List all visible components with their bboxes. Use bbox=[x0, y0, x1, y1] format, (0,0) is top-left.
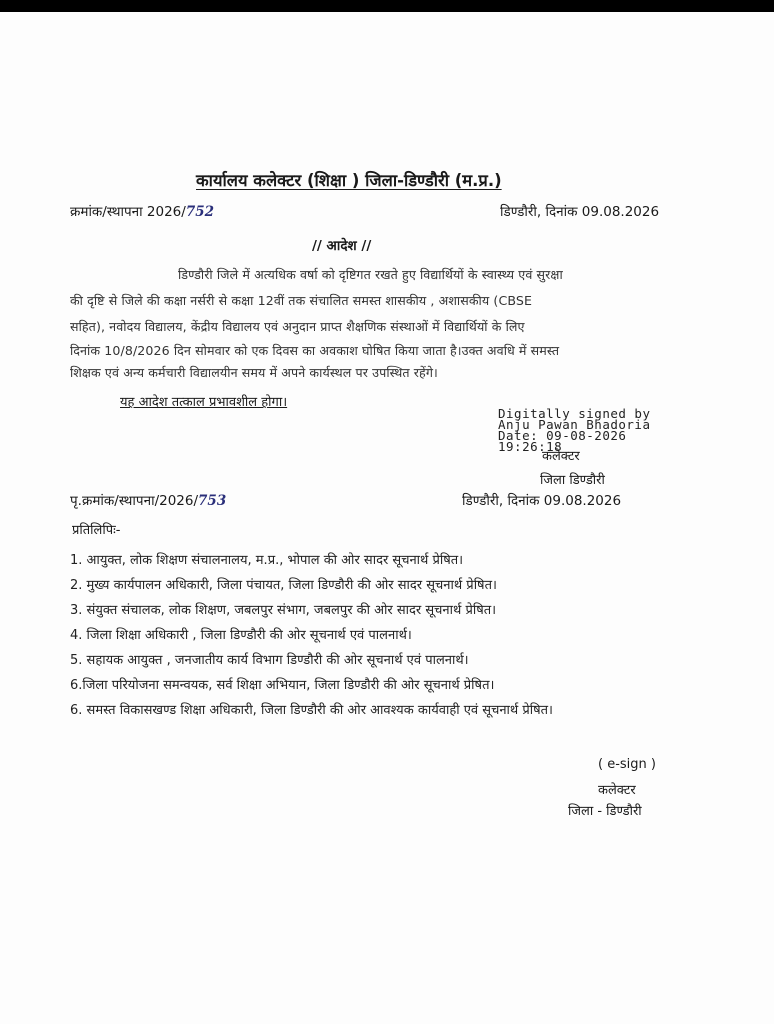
copy-item-2: 2. मुख्य कार्यपालन अधिकारी, जिला पंचायत, जिला डिण्डौरी की ओर सादर सूचनार्थ प्रेषित। bbox=[70, 578, 497, 593]
copy-item-4: 4. जिला शिक्षा अधिकारी , जिला डिण्डौरी की ओर सूचनार्थ एवं पालनार्थ। bbox=[70, 628, 412, 643]
copy-item-3: 3. संयुक्त संचालक, लोक शिक्षण, जबलपुर संभाग, जबलपुर की ओर सादर सूचनार्थ प्रेषित। bbox=[70, 603, 497, 618]
top-black-bar bbox=[0, 0, 774, 12]
order-body-line-5: शिक्षक एवं अन्य कर्मचारी विद्यालयीन समय में अपने कार्यस्थल पर उपस्थित रहेंगे। bbox=[70, 365, 438, 380]
digital-signature-line-2: Anju Pawan Bhadoria bbox=[498, 417, 651, 432]
order-body-line-4: दिनांक 10/8/2026 दिन सोमवार को एक दिवस का अवकाश घोषित किया जाता है।उक्त अवधि में समस्त bbox=[70, 343, 560, 358]
copy-to-heading: प्रतिलिपिः- bbox=[72, 523, 121, 538]
digital-signature-line-3: Date: 09-08-2026 bbox=[498, 428, 627, 443]
copy-item-6: 6.जिला परियोजना समन्वयक, सर्व शिक्षा अभियान, जिला डिण्डौरी की ओर सूचनार्थ प्रेषित। bbox=[70, 678, 495, 693]
effect-note: यह आदेश तत्काल प्रभावशील होगा। bbox=[120, 395, 288, 410]
digital-signature-line-4: 19:26:18 bbox=[498, 439, 563, 454]
order-body-line-3: सहित), नवोदय विद्यालय, केंद्रीय विद्यालय एवं अनुदान प्राप्त शैक्षणिक संस्थाओं में विद्यार्थियों के लिए bbox=[70, 319, 525, 334]
esign-designation: कलेक्टर bbox=[598, 783, 636, 798]
order-reference-handwritten-number: 752 bbox=[185, 204, 214, 220]
copy-item-7: 6. समस्त विकासखण्ड शिक्षा अधिकारी, जिला डिण्डौरी की ओर आवश्यक कार्यवाही एवं सूचनार्थ प्रेषित। bbox=[70, 703, 553, 718]
order-body-line-1: डिण्डौरी जिले में अत्यधिक वर्षा को दृष्टिगत रखते हुए विद्यार्थियों के स्वास्थ्य एवं सुरक्षा bbox=[178, 267, 563, 282]
signatory-district: जिला डिण्डौरी bbox=[540, 473, 605, 488]
document-page bbox=[0, 12, 774, 1024]
order-reference-number bbox=[70, 202, 214, 220]
copy-item-1: 1. आयुक्त, लोक शिक्षण संचालनालय, म.प्र., भोपाल की ओर सादर सूचनार्थ प्रेषित। bbox=[70, 553, 464, 568]
esign-label: ( e-sign ) bbox=[598, 757, 656, 772]
order-body-line-2: की दृष्टि से जिले की कक्षा नर्सरी से कक्षा 12वीं तक संचालित समस्त शासकीय , अशासकीय (CBSE bbox=[70, 293, 533, 308]
endorsement-handwritten-number: 753 bbox=[198, 493, 227, 509]
order-place-date: डिण्डौरी, दिनांक 09.08.2026 bbox=[500, 204, 660, 220]
order-heading: // आदेश // bbox=[312, 238, 372, 254]
office-title: कार्यालय कलेक्टर (शिक्षा ) जिला-डिण्डौरी (म.प्र.) bbox=[196, 171, 502, 190]
order-reference-prefix: क्रमांक/स्थापना 2026/ bbox=[70, 204, 186, 220]
endorsement-reference-number bbox=[70, 491, 226, 509]
copy-item-5: 5. सहायक आयुक्त , जनजातीय कार्य विभाग डिण्डौरी की ओर सूचनार्थ एवं पालनार्थ। bbox=[70, 653, 469, 668]
endorsement-place-date: डिण्डौरी, दिनांक 09.08.2026 bbox=[462, 493, 622, 509]
signatory-designation: कलेक्टर bbox=[542, 449, 580, 464]
endorsement-reference-prefix: पृ.क्रमांक/स्थापना/2026/ bbox=[70, 493, 199, 509]
esign-district: जिला - डिण्डौरी bbox=[568, 804, 642, 819]
digital-signature-line-1: Digitally signed by bbox=[498, 406, 651, 421]
